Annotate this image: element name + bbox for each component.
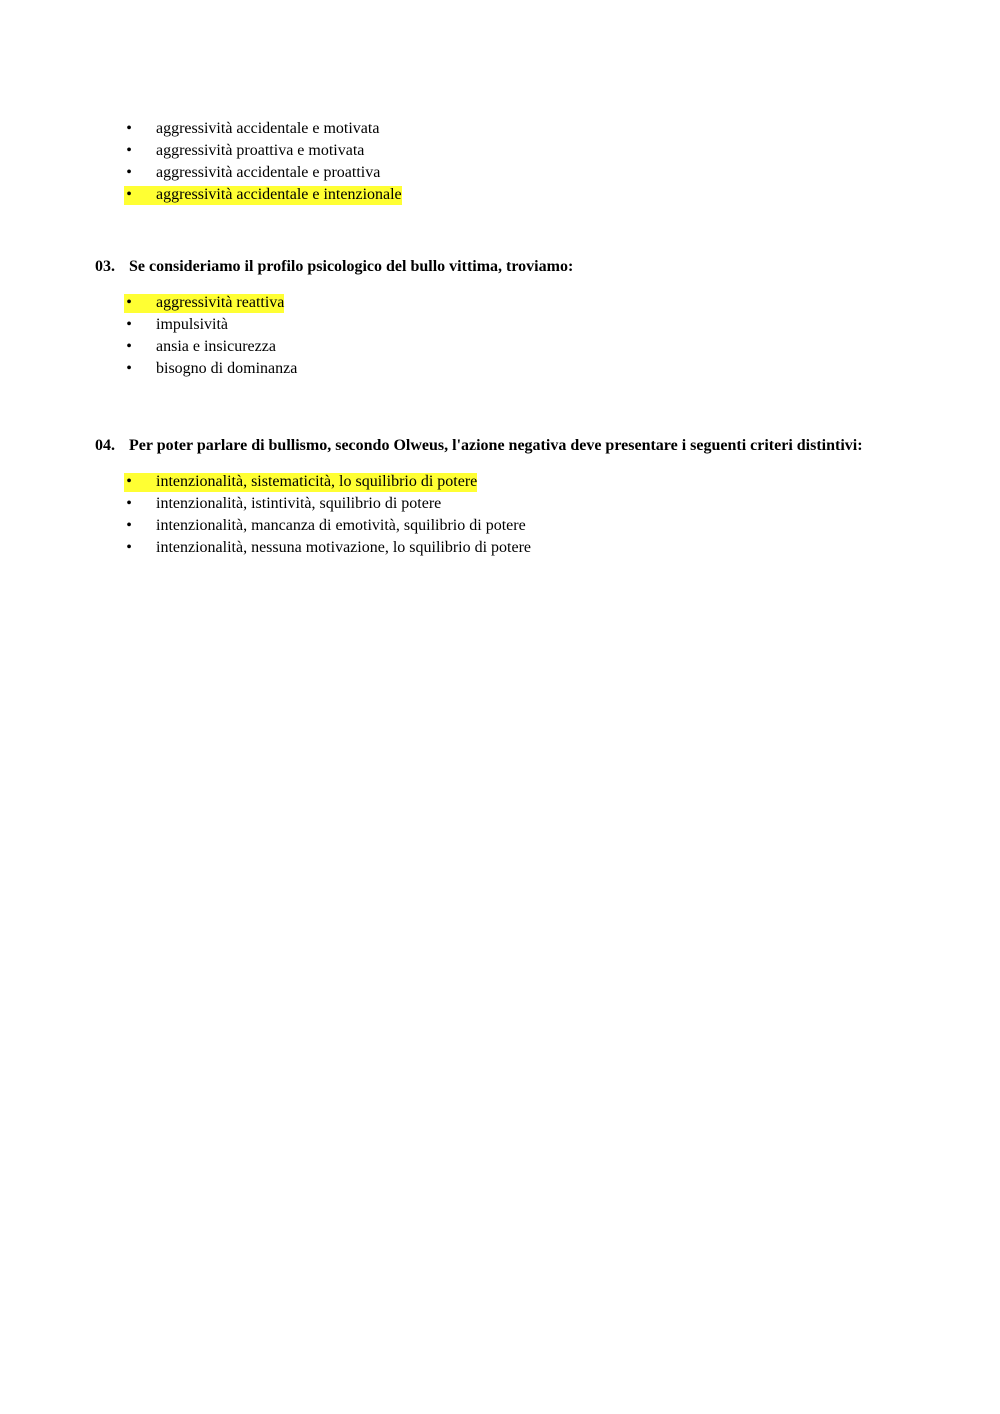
question-block-02-options xyxy=(0,118,1000,206)
answer-text: intenzionalità, sistematicità, lo squilibrio di potere xyxy=(156,473,478,490)
question-number: 03. xyxy=(95,258,115,275)
answer-option xyxy=(0,162,1000,184)
question-block-03 xyxy=(0,256,1000,380)
answer-option xyxy=(0,336,1000,358)
question-heading xyxy=(0,256,1000,278)
answer-text: aggressività proattiva e motivata xyxy=(156,142,365,159)
bullet-icon: • xyxy=(126,186,132,203)
bullet-icon: • xyxy=(126,539,132,556)
answer-option xyxy=(0,314,1000,336)
answer-text: bisogno di dominanza xyxy=(156,360,298,377)
answer-list xyxy=(0,292,1000,380)
answer-option xyxy=(0,184,1000,206)
answer-option xyxy=(0,118,1000,140)
answer-text: impulsività xyxy=(156,316,228,333)
question-text: Se consideriamo il profilo psicologico del bullo vittima, troviamo: xyxy=(129,258,574,275)
bullet-icon: • xyxy=(126,142,132,159)
answer-text: aggressività accidentale e intenzionale xyxy=(156,186,402,203)
answer-text: aggressività accidentale e motivata xyxy=(156,120,380,137)
answer-text: intenzionalità, mancanza di emotività, squilibrio di potere xyxy=(156,517,526,534)
question-block-04 xyxy=(0,435,1000,559)
answer-list xyxy=(0,118,1000,206)
answer-text: intenzionalità, istintività, squilibrio di potere xyxy=(156,495,442,512)
answer-text: aggressività reattiva xyxy=(156,294,285,311)
answer-list xyxy=(0,471,1000,559)
question-number: 04. xyxy=(95,437,115,454)
bullet-icon: • xyxy=(126,120,132,137)
answer-option xyxy=(0,493,1000,515)
bullet-icon: • xyxy=(126,360,132,377)
bullet-icon: • xyxy=(126,164,132,181)
answer-text: ansia e insicurezza xyxy=(156,338,276,355)
answer-option xyxy=(0,537,1000,559)
bullet-icon: • xyxy=(126,495,132,512)
bullet-icon: • xyxy=(126,316,132,333)
answer-text: intenzionalità, nessuna motivazione, lo squilibrio di potere xyxy=(156,539,532,556)
bullet-icon: • xyxy=(126,294,132,311)
answer-text: aggressività accidentale e proattiva xyxy=(156,164,381,181)
question-heading xyxy=(0,435,1000,457)
question-text: Per poter parlare di bullismo, secondo Olweus, l'azione negativa deve presentare i seguenti criteri distintivi: xyxy=(129,437,863,454)
answer-option xyxy=(0,292,1000,314)
bullet-icon: • xyxy=(126,517,132,534)
answer-option xyxy=(0,358,1000,380)
bullet-icon: • xyxy=(126,338,132,355)
answer-option xyxy=(0,140,1000,162)
answer-option xyxy=(0,515,1000,537)
bullet-icon: • xyxy=(126,473,132,490)
answer-option xyxy=(0,471,1000,493)
